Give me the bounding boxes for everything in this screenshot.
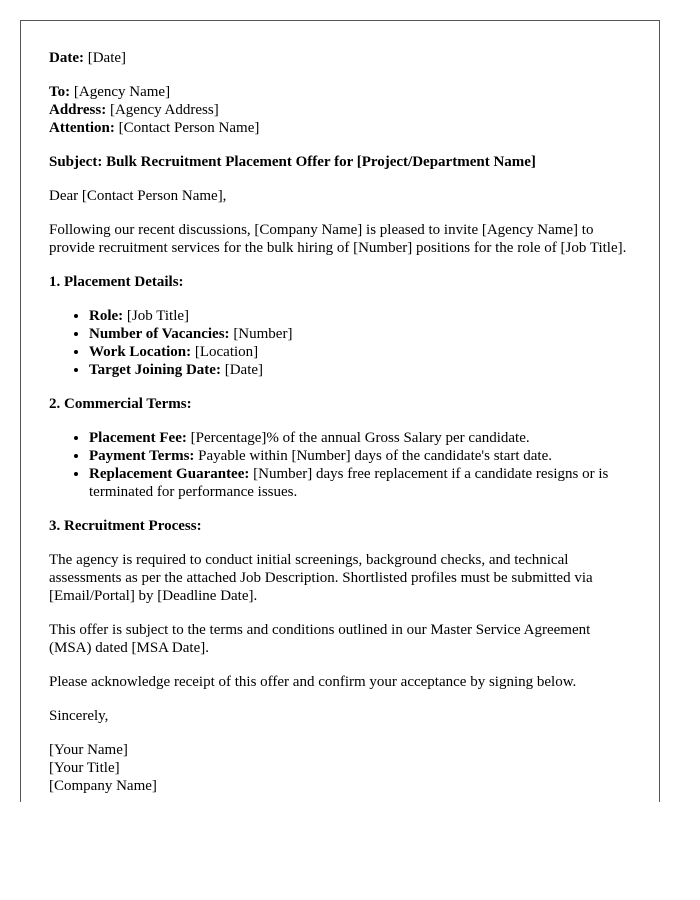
subject-text: Subject: Bulk Recruitment Placement Offer for [Project/Department Name] <box>49 154 536 170</box>
to-value: [Agency Name] <box>73 84 171 100</box>
item-value: [Location] <box>194 344 259 360</box>
item-value: [Job Title] <box>126 308 190 324</box>
list-item <box>89 429 631 447</box>
signature-name: [Your Name] <box>49 742 128 758</box>
to-label: To: <box>49 84 71 100</box>
list-item <box>89 343 631 361</box>
subject-line <box>49 153 631 171</box>
attention-value: [Contact Person Name] <box>118 120 260 136</box>
item-label: Role: <box>89 308 124 324</box>
list-item <box>89 307 631 325</box>
list-item <box>89 465 631 501</box>
placement-details-list <box>49 307 631 379</box>
placement-details-heading: 1. Placement Details: <box>49 274 184 290</box>
list-item <box>89 361 631 379</box>
signature-title: [Your Title] <box>49 760 120 776</box>
item-value: [Date] <box>224 362 264 378</box>
closing: Sincerely, <box>49 708 109 724</box>
item-value: [Number] days free replacement if a candidate resigns or is terminated for performance issues. <box>89 466 609 500</box>
item-value: Payable within [Number] days of the candidate's start date. <box>198 448 552 464</box>
attention-label: Attention: <box>49 120 115 136</box>
recruitment-process-paragraph: The agency is required to conduct initial screenings, background checks, and technical assessments as per the attached Job Description. Shortlisted profiles must be submitted via [Email/Portal] by [Deadline Date]. <box>49 552 593 604</box>
address-label: Address: <box>49 102 107 118</box>
signature-company: [Company Name] <box>49 778 157 794</box>
intro-paragraph: Following our recent discussions, [Company Name] is pleased to invite [Agency Name] to provide recruitment services for the bulk hiring of [Number] positions for the role of [Job Title]. <box>49 222 627 256</box>
item-label: Payment Terms: <box>89 448 195 464</box>
recipient-block <box>49 83 631 137</box>
item-label: Replacement Guarantee: <box>89 466 250 482</box>
date-label: Date: <box>49 50 84 66</box>
commercial-terms-heading: 2. Commercial Terms: <box>49 396 192 412</box>
item-value: [Number] <box>233 326 293 342</box>
terms-paragraph: This offer is subject to the terms and conditions outlined in our Master Service Agreement (MSA) dated [MSA Date]. <box>49 622 591 656</box>
item-label: Work Location: <box>89 344 192 360</box>
letter-page <box>20 20 660 802</box>
salutation: Dear [Contact Person Name], <box>49 188 227 204</box>
signature-block <box>49 741 631 795</box>
acknowledge-paragraph: Please acknowledge receipt of this offer and confirm your acceptance by signing below. <box>49 674 577 690</box>
list-item <box>89 325 631 343</box>
item-label: Number of Vacancies: <box>89 326 230 342</box>
date-value: [Date] <box>87 50 127 66</box>
address-value: [Agency Address] <box>109 102 219 118</box>
item-label: Placement Fee: <box>89 430 187 446</box>
date-line <box>49 49 631 67</box>
recruitment-process-heading: 3. Recruitment Process: <box>49 518 202 534</box>
list-item <box>89 447 631 465</box>
item-label: Target Joining Date: <box>89 362 221 378</box>
item-value: [Percentage]% of the annual Gross Salary per candidate. <box>190 430 530 446</box>
commercial-terms-list <box>49 429 631 501</box>
